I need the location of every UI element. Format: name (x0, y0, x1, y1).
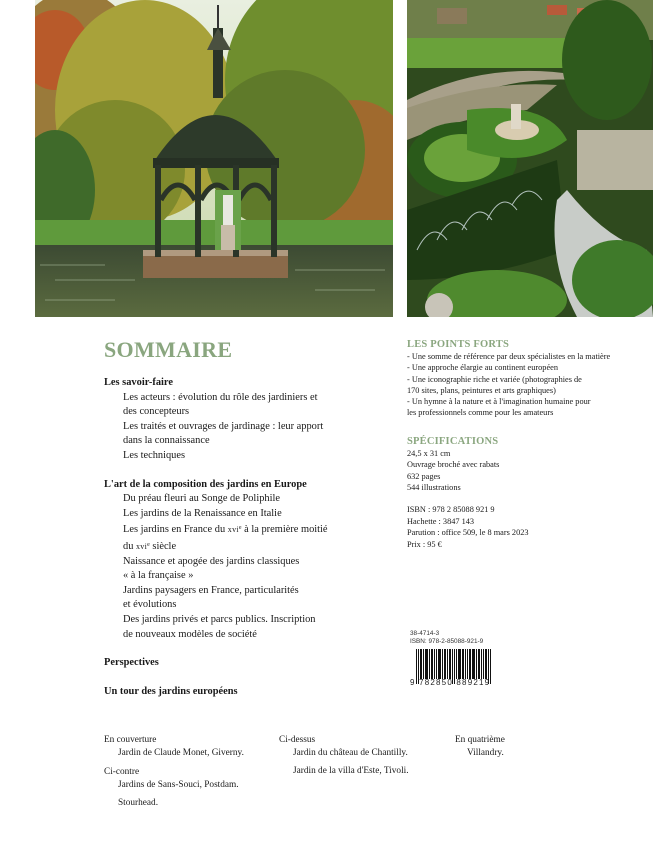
toc-section-heading: L'art de la composition des jardins en Europe (104, 478, 307, 490)
credit-item: Jardin du château de Chantilly. (293, 748, 408, 758)
toc-item: « à la française » (123, 570, 194, 582)
toc-item: des concepteurs (123, 406, 190, 418)
toc-section-savoir-faire (104, 376, 364, 464)
toc-section-heading: Perspectives (104, 657, 159, 669)
toc-section-heading: Un tour des jardins européens (104, 685, 238, 697)
credit-above (279, 734, 449, 778)
credit-cover (104, 734, 274, 760)
toc-item: Du préau fleuri au Songe de Poliphile (123, 493, 280, 505)
toc-item-text: Les jardins en France du (123, 524, 226, 536)
photo-villa-este (407, 0, 653, 317)
toc-item: de nouveaux modèles de société (123, 628, 257, 640)
credit-item: Jardin de la villa d'Este, Tivoli. (293, 766, 409, 776)
barcode-ref: 38-4714-3 (410, 630, 440, 637)
toc-item: Jardins paysagers en France, particularités (123, 584, 299, 596)
credit-heading: En couverture (104, 735, 157, 745)
century-superscript: e (238, 525, 242, 532)
toc-section-perspectives (104, 656, 364, 671)
specifications (407, 436, 653, 550)
key-points (407, 339, 653, 419)
toc-item (123, 538, 364, 555)
toc-item-text: du (123, 540, 134, 552)
toc-section-art-composition (104, 478, 364, 643)
toc-item: Les jardins de la Renaissance en Italie (123, 507, 282, 519)
book-info-column (407, 339, 653, 550)
key-point-line: - Une iconographie riche et variée (photographies de (407, 374, 582, 384)
spec-price: Prix : 95 € (407, 539, 442, 549)
isbn-barcode (410, 630, 500, 687)
credit-heading: Ci-dessus (279, 735, 316, 745)
spec-binding: Ouvrage broché avec rabats (407, 460, 500, 470)
spec-illustrations: 544 illustrations (407, 483, 461, 492)
toc-item: et évolutions (123, 599, 177, 611)
spec-parution: Parution : office 509, le 8 mars 2023 (407, 528, 529, 538)
spec-hachette: Hachette : 3847 143 (407, 516, 475, 526)
century-numeral: xvi (227, 525, 239, 535)
key-point-line: - Un hymne à la nature et à l'imagination humaine pour (407, 397, 591, 407)
spec-format: 24,5 x 31 cm (407, 448, 451, 458)
credit-item: Villandry. (467, 748, 504, 758)
sommaire-title: SOMMAIRE (104, 337, 233, 362)
toc-section-heading: Les savoir-faire (104, 377, 173, 388)
credit-heading: Ci-contre (104, 767, 140, 777)
toc-item: Les traités et ouvrages de jardinage : leur apport (123, 420, 324, 432)
credit-back-cover (455, 734, 575, 760)
pavilion-garden-image (35, 0, 393, 317)
toc-item: Naissance et apogée des jardins classiques (123, 555, 300, 567)
key-point-line: - Une somme de référence par deux spécialistes en la matière (407, 352, 611, 361)
photo-credits-col3 (455, 734, 575, 766)
century-numeral: xvi (136, 541, 148, 551)
photo-chantilly-pavilion (35, 0, 393, 317)
photo-credits-col2 (279, 734, 449, 784)
toc-item: Les techniques (123, 449, 186, 461)
key-point-line: 170 sites, plans, peintures et arts graphiques) (407, 385, 556, 395)
barcode-digits: 9 782850 889219 (410, 677, 491, 687)
photo-credits-col1 (104, 734, 274, 816)
toc-item (123, 521, 364, 538)
spec-isbn: ISBN : 978 2 85088 921 9 (407, 505, 495, 515)
toc-item-text: à la première moitié (244, 524, 328, 536)
credit-item: Jardins de Sans-Souci, Postdam. (118, 780, 239, 790)
barcode-bars-icon (416, 649, 500, 682)
toc-item: Les acteurs : évolution du rôle des jardiniers et (123, 391, 318, 403)
key-points-title: LES POINTS FORTS (407, 339, 510, 350)
credit-opposite (104, 766, 274, 810)
specifications-title: SPÉCIFICATIONS (407, 435, 499, 447)
credit-heading: En quatrième (455, 735, 505, 745)
credit-item: Jardin de Claude Monet, Giverny. (118, 748, 244, 758)
key-point-line: les professionnels comme pour les amateurs (407, 408, 554, 418)
credit-item: Stourhead. (118, 798, 159, 808)
toc-section-tour-europe (104, 685, 364, 700)
toc-item: Des jardins privés et parcs publics. Inscription (123, 613, 316, 625)
spec-pages: 632 pages (407, 471, 441, 481)
toc-item-text: siècle (152, 540, 177, 552)
key-point-line: - Une approche élargie au continent européen (407, 363, 558, 373)
villa-este-garden-image (407, 0, 653, 317)
table-of-contents (104, 338, 364, 713)
century-superscript: e (147, 541, 150, 548)
toc-item: dans la connaissance (123, 435, 210, 447)
barcode-isbn: ISBN: 978-2-85088-921-9 (410, 638, 484, 646)
